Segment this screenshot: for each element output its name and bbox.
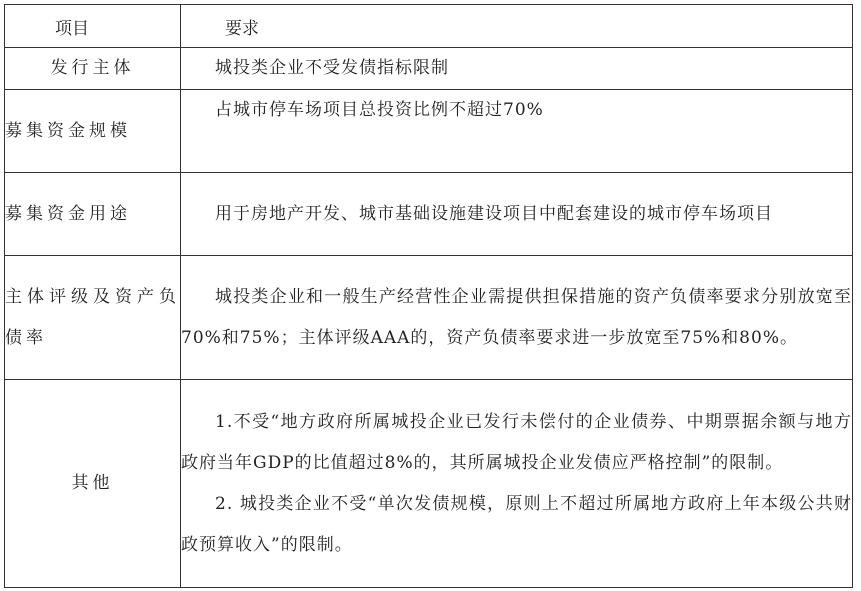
row-requirement-rating	[181, 256, 853, 380]
header-item: 项目	[5, 5, 181, 48]
table-row	[5, 380, 853, 588]
row-requirement-use	[181, 173, 853, 256]
requirement-paragraph: 城投类企业不受发债指标限制	[215, 58, 449, 78]
row-item-scale: 募集资金规模	[5, 90, 181, 173]
table-row	[5, 256, 853, 380]
table-row	[5, 173, 853, 256]
requirement-paragraph: 城投类企业和一般生产经营性企业需提供担保措施的资产负债率要求分别放宽至70%和75%；主体评级AAA的，资产负债率要求进一步放宽至75%和80%。	[181, 286, 852, 348]
row-item-other: 其他	[5, 380, 181, 588]
row-item-use: 募集资金用途	[5, 173, 181, 256]
requirement-paragraph: 1.不受“地方政府所属城投企业已发行未偿付的企业债券、中期票据余额与地方政府当年GDP的比值超过8%的，其所属城投企业发债应严格控制”的限制。	[181, 411, 852, 473]
table-row	[5, 90, 853, 173]
requirement-paragraph: 占城市停车场项目总投资比例不超过70%	[215, 100, 544, 120]
requirement-paragraph: 用于房地产开发、城市基础设施建设项目中配套建设的城市停车场项目	[215, 203, 773, 224]
requirement-paragraph: 2. 城投类企业不受“单次发债规模，原则上不超过所属地方政府上年本级公共财政预算收入”的限制。	[181, 493, 852, 555]
table-row	[5, 48, 853, 90]
row-requirement-scale	[181, 90, 853, 173]
row-item-rating: 主体评级及资产负债率	[5, 256, 181, 380]
requirements-table	[4, 4, 853, 588]
table-header-row	[5, 5, 853, 48]
header-requirement: 要求	[181, 5, 853, 48]
row-requirement-other	[181, 380, 853, 588]
row-item-issuer: 发行主体	[5, 48, 181, 90]
row-requirement-issuer	[181, 48, 853, 90]
